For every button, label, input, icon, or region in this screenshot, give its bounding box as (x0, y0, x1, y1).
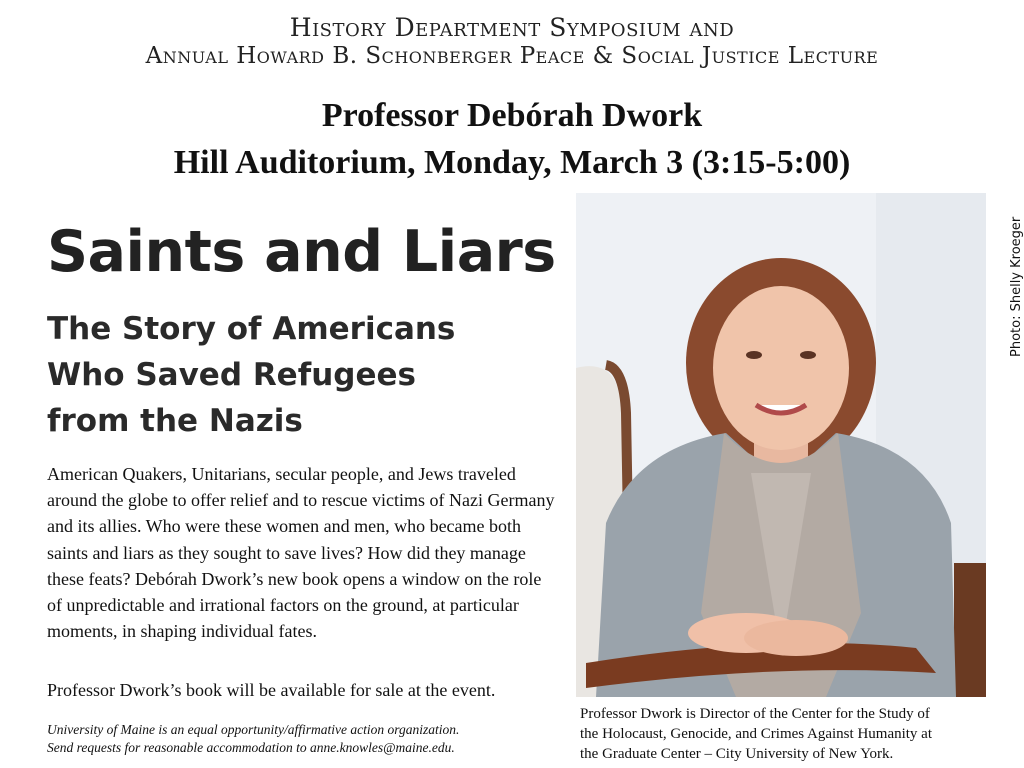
subtitle-line-2: Who Saved Refugees (47, 357, 416, 393)
header-line-2: Annual Howard B. Schonberger Peace & Social Justice Lecture (145, 43, 879, 69)
caption-line-2: the Holocaust, Genocide, and Crimes Against Humanity at (580, 726, 933, 742)
speaker-portrait (576, 193, 986, 697)
header-line-1: History Department Symposium and (289, 13, 735, 42)
portrait-illustration (576, 193, 986, 697)
book-title: Saints and Liars (47, 219, 556, 285)
caption-line-1: Professor Dwork is Director of the Center for the Study of (580, 706, 930, 722)
photo-credit-text: Photo: Shelly Kroeger (1009, 216, 1024, 357)
subtitle-line-1: The Story of Americans (47, 311, 456, 347)
footer-line-1: University of Maine is an equal opportunity/affirmative action organization. (47, 722, 460, 737)
book-sale-note: Professor Dwork’s book will be available for sale at the event. (47, 680, 496, 700)
caption-line-3: the Graduate Center – City University of New York. (580, 746, 894, 762)
book-subtitle (47, 306, 567, 444)
speaker-name: Professor Debórah Dwork (321, 97, 703, 134)
book-description: American Quakers, Unitarians, secular people, and Jews traveled around the globe to offer relief and to rescue victims of Nazi Germany and its allies. Who were these women and men, who became both saints and liars as they sought to save lives? How did they manage these feats? Debórah Dwork’s new book opens a window on the role of unpredictable and irrational factors on the ground, at particular moments, in shaping individual fates. (47, 464, 555, 642)
photo-caption (580, 704, 1000, 764)
accessibility-footer (47, 721, 567, 757)
subtitle-line-3: from the Nazis (47, 403, 303, 439)
footer-line-2: Send requests for reasonable accommodation to anne.knowles@maine.edu. (47, 740, 455, 755)
event-venue-time: Hill Auditorium, Monday, March 3 (3:15-5:00) (173, 144, 851, 181)
event-header (0, 14, 1024, 70)
